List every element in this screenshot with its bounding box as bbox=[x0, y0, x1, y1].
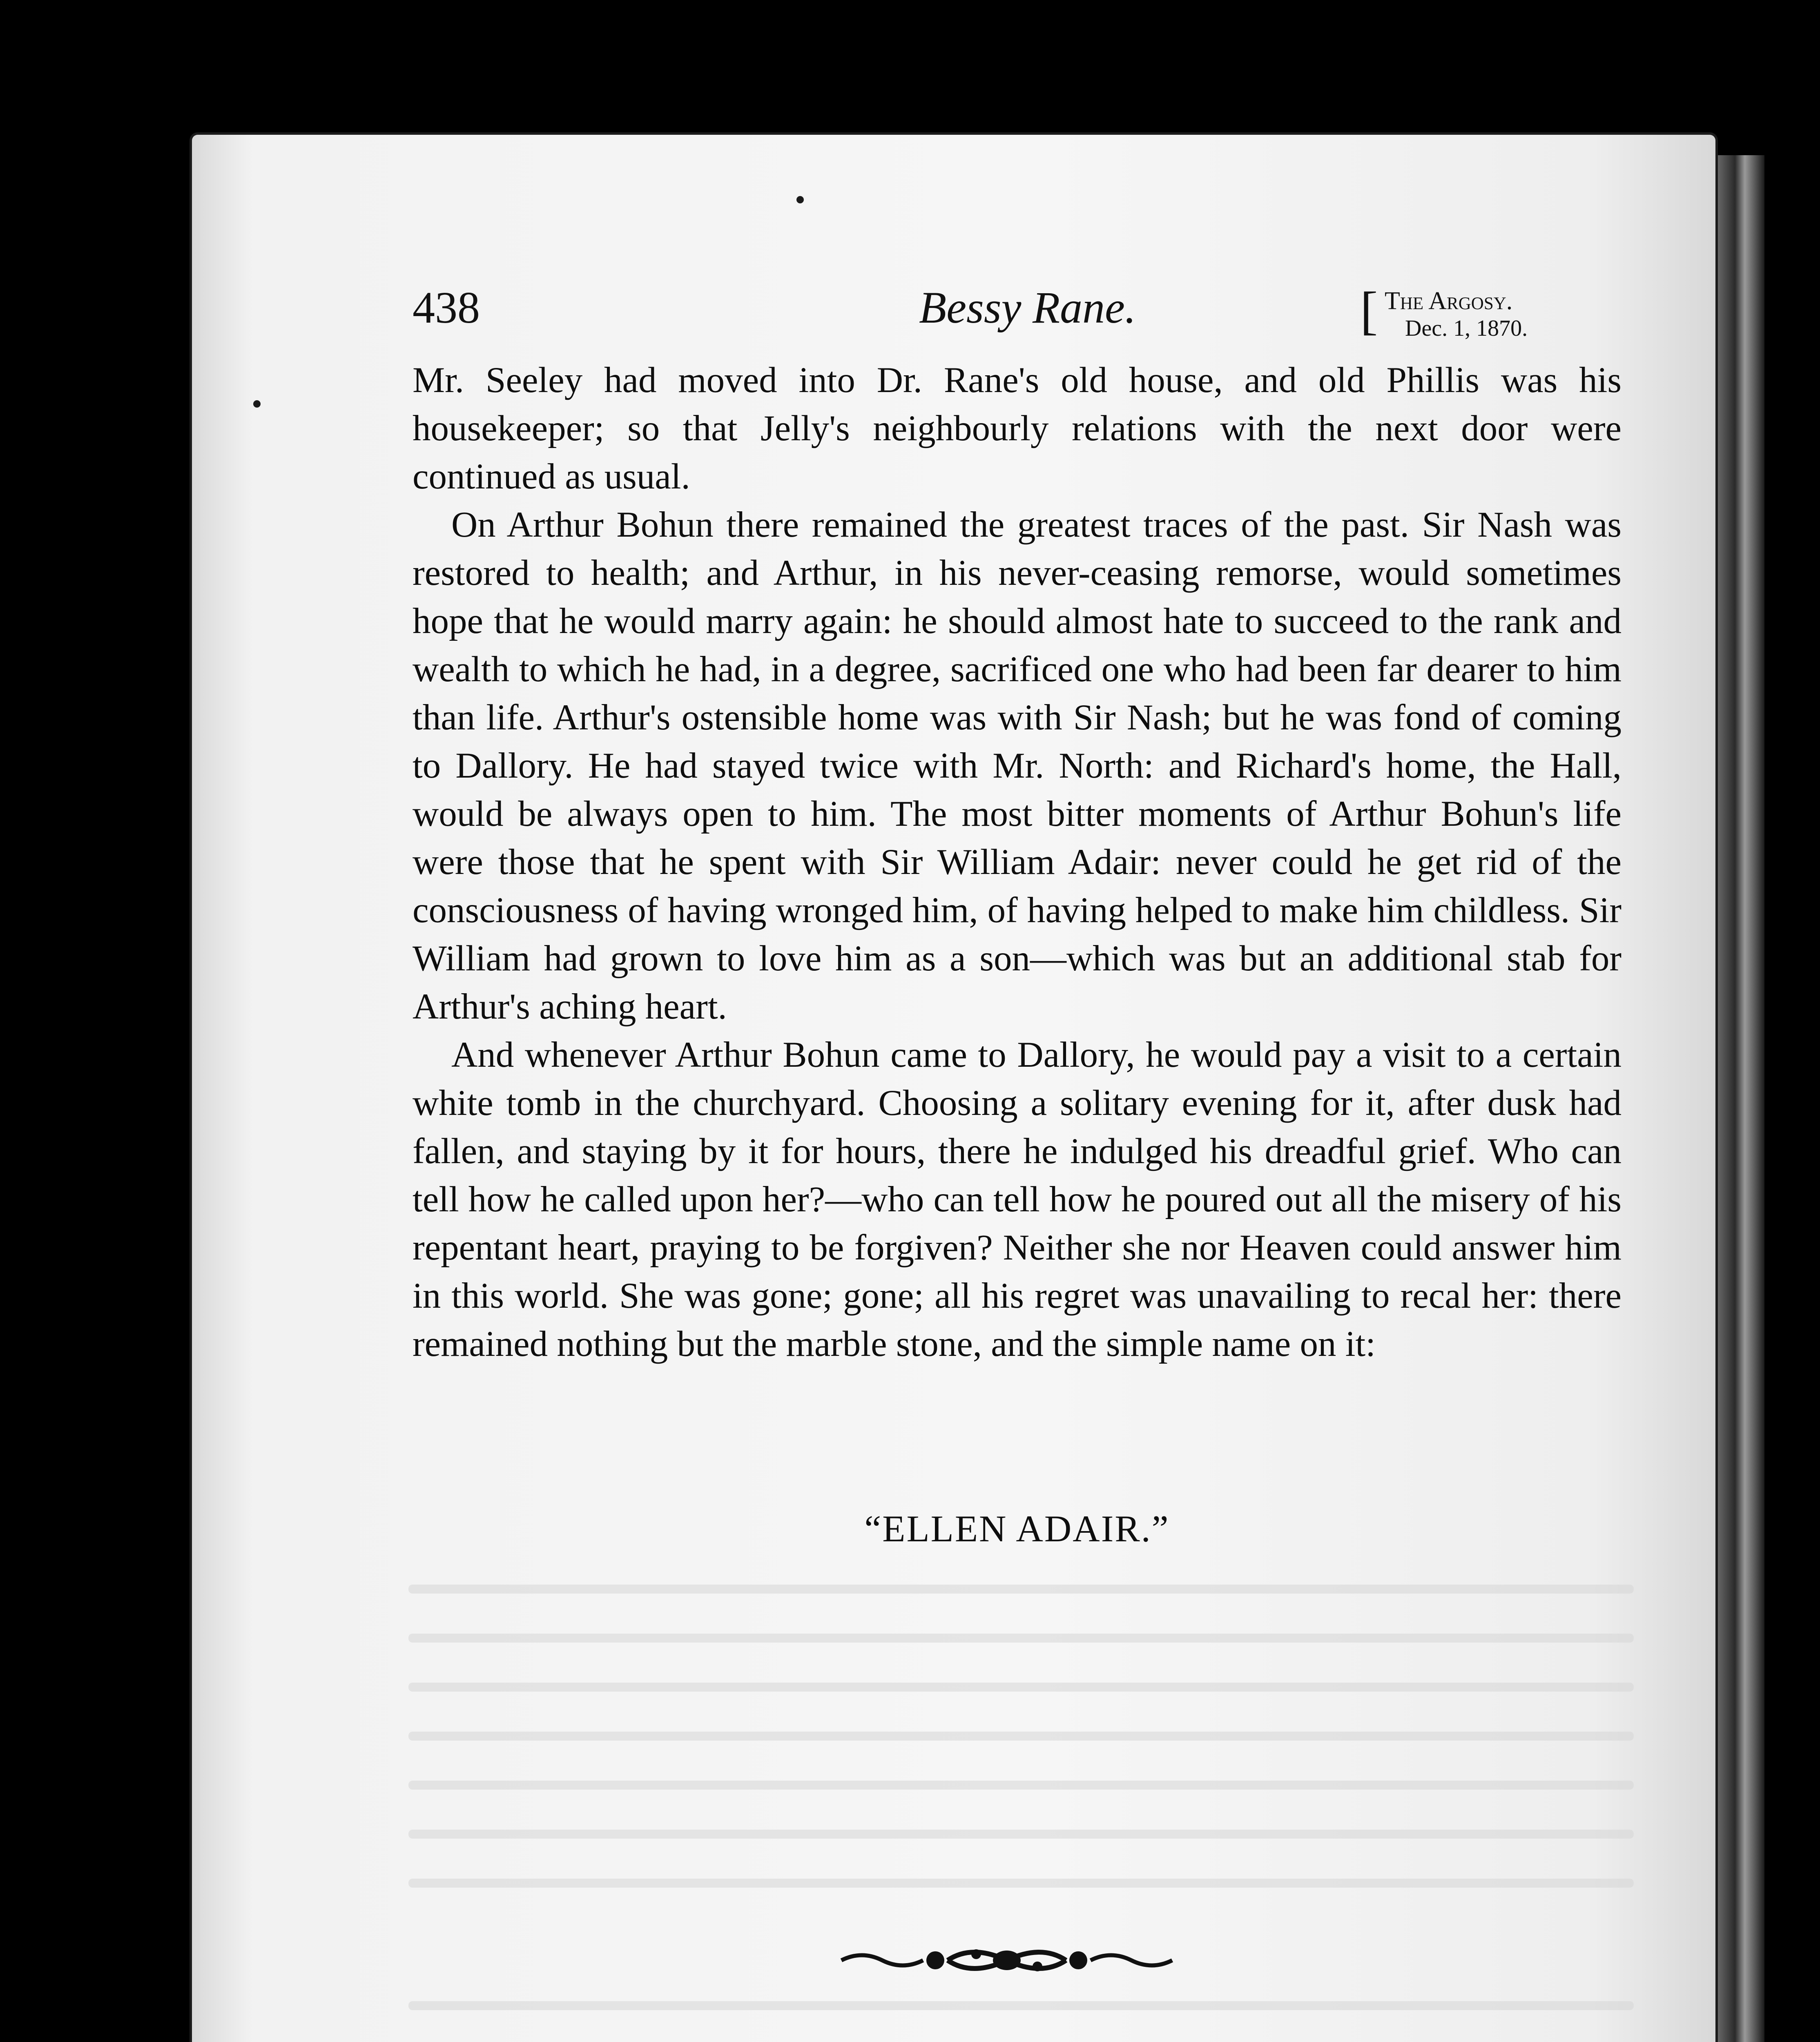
page-number: 438 bbox=[413, 283, 480, 332]
running-head bbox=[413, 282, 1621, 343]
bleed-through-line bbox=[408, 1830, 1634, 1839]
bleed-through-line bbox=[408, 1879, 1634, 1888]
journal-name: The Argosy. bbox=[1385, 287, 1513, 315]
paragraph: Mr. Seeley had moved into Dr. Rane's old house, and old Phillis was his housekeeper; so that Jelly's neighbourly relations with the next door were continued as usual. bbox=[413, 360, 1621, 497]
journal-source bbox=[1360, 281, 1621, 341]
floral-tailpiece-icon bbox=[837, 1942, 1176, 1979]
bleed-through-line bbox=[408, 1732, 1634, 1741]
epitaph: “ELLEN ADAIR.” bbox=[864, 1508, 1170, 1549]
dust-speck bbox=[796, 196, 804, 203]
paragraph: And whenever Arthur Bohun came to Dallory, he would pay a visit to a certain white tomb in the churchyard. Choosing a solitary evening for it, after dusk had fallen, and staying by it for hours, there he indulged his dreadful grief. Who can tell how he called upon her?—who can tell how he poured out all the misery of his repentant heart, praying to be forgiven? Neither she nor Heaven could answer him in this world. She was gone; gone; all his regret was unavailing to recal her: there remained nothing but the marble stone, and the simple name on it: bbox=[413, 1035, 1621, 1364]
bleed-through-line bbox=[408, 2001, 1634, 2010]
bleed-through-line bbox=[408, 1585, 1634, 1594]
bleed-through-line bbox=[408, 1634, 1634, 1643]
issue-date: Dec. 1, 1870. bbox=[1405, 316, 1528, 341]
chapter-text bbox=[413, 356, 1621, 1368]
bleed-through-line bbox=[408, 1683, 1634, 1692]
bleed-through-line bbox=[408, 1781, 1634, 1790]
running-title: Bessy Rane. bbox=[919, 283, 1136, 332]
page-edge-stack bbox=[1715, 155, 1764, 2042]
paragraph: On Arthur Bohun there remained the greatest traces of the past. Sir Nash was restored to health; and Arthur, in his never-ceasing remorse, would sometimes hope that he would marry again: he should almost hate to succeed to the rank and wealth to which he had, in a degree, sacrificed one who had been far dearer to him than life. Arthur's ostensible home was with Sir Nash; but he was fond of coming to Dallory. He had stayed twice with Mr. North: and Richard's home, the Hall, would be always open to him. The most bitter moments of Arthur Bohun's life were those that he spent with Sir William Adair: never could he get rid of the consciousness of having wronged him, of having helped to make him childless. Sir William had grown to love him as a son—which was but an additional stab for Arthur's aching heart. bbox=[413, 505, 1621, 1027]
dust-speck bbox=[253, 400, 261, 408]
source-bracket: [ bbox=[1360, 281, 1378, 340]
